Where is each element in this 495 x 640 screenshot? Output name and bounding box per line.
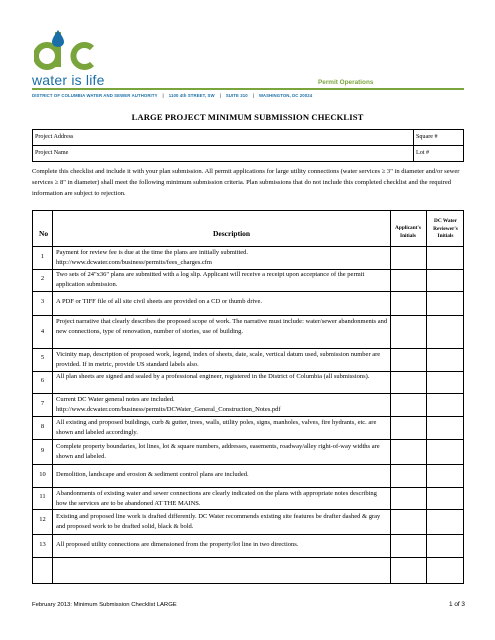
authority-name: DISTRICT OF COLUMBIA WATER AND SEWER AUTHORITY [32,93,158,98]
intro-paragraph: Complete this checklist and include it with your plan submission. All permit applications for large utility connections (water services ≥ 3" in diameter and/or sewer services ≥ 8" in diameter) shall meet the following minimum submission criteria. Plan submissions that do not include this completed checklist and the required information are subject to rejection. [32,168,460,197]
row-description: All proposed utility connections are dimensioned from the property/lot line in two directions. [56,541,299,548]
row-divider [33,416,463,417]
header-applicant-line: Initials [400,232,416,239]
row-divider [33,348,463,349]
row-divider [33,439,463,440]
header-no: No [39,229,49,238]
project-info-box [32,129,464,162]
row-divider [33,534,463,535]
row-number: 1 [40,253,45,260]
row-number: 9 [40,447,45,454]
header-reviewer-line: Initials [437,233,454,239]
row-description: A PDF or TIFF file of all site civil sheets are provided on a CD or thumb drive. [56,298,263,305]
project-name-label: Project Name [35,150,69,156]
square-label: Square # [416,134,438,140]
footer-text: February 2013: Minimum Submission Checklist LARGE [32,602,177,608]
row-number: 2 [40,275,45,282]
authority-address-line: DISTRICT OF COLUMBIA WATER AND SEWER AUTHORITY | 1100 4th STREET, SW | SUITE 310 | WASHINGTON, DC 20024 [32,93,313,98]
row-number: 8 [40,423,45,430]
dc-logo-mark [34,30,104,74]
column-divider [426,211,427,583]
project-name-row[interactable] [33,146,463,162]
address-suite: SUITE 310 [225,93,248,98]
row-divider [33,246,463,247]
dc-water-logo [32,30,152,100]
row-description: Complete property boundaries, lot lines, lot & square numbers, addresses, easements, roadway/alley right-of-way widths are shown and labeled. [56,443,380,460]
row-divider [33,464,463,465]
column-divider [390,211,391,583]
row-divider [33,393,463,394]
checklist-table [32,210,464,584]
header-divider [32,88,464,90]
lot-label: Lot # [416,150,430,156]
department-label: Permit Operations [318,79,374,86]
row-description: Demolition, landscape and erosion & sediment control plans are included. [56,471,249,478]
page-title: LARGE PROJECT MINIMUM SUBMISSION CHECKLIST [131,112,364,122]
logo-tagline: water is life [32,72,105,88]
row-number: 5 [40,354,45,361]
row-divider [33,315,463,316]
row-number: 4 [40,328,45,335]
header-reviewer-line: Reviewer's [433,225,458,232]
row-number: 6 [40,377,45,384]
row-number: 12 [39,516,46,523]
header-reviewer-line: DC Water [434,218,457,224]
row-description: Two sets of 24"x36" plans are submitted with a log slip. Applicant will receive a receipt upon acceptance of the permit application submission. [56,271,365,288]
row-number: 3 [40,298,45,305]
header-description: Description [213,229,251,238]
address-street: 1100 4th STREET, SW [168,93,215,98]
page-number: 1 of 3 [449,601,465,608]
row-number: 7 [40,400,45,407]
header-applicant-initials [390,225,426,240]
row-divider [33,291,463,292]
row-description: Existing and proposed line work is drafted differently. DC Water recommends existing site features be drafter dashed & gray and proposed work to be drafted solid, black & bold. [56,513,381,530]
column-divider [52,211,53,583]
row-divider [33,487,463,488]
row-divider [33,557,463,558]
row-description: Current DC Water general notes are included. http://www.dcwater.com/business/permits/DCWater_General_Construction_Notes.pdf [56,396,281,413]
row-description: All plan sheets are signed and sealed by a professional engineer, registered in the District of Columbia (all submissions). [56,373,370,380]
row-description: Project narrative that clearly describes the proposed scope of work. The narrative must include: water/sewer abandonments and new connections, type of renovation, number of stories, use of building. [56,318,388,335]
header-applicant-line: Applicant's [395,225,421,231]
row-divider [33,509,463,510]
row-description: All existing and proposed buildings, curb & gutter, trees, walls, utility poles, signs, manholes, valves, fire hydrants, etc. are shown and labeled accordingly. [56,419,377,436]
project-address-label: Project Address [35,134,74,140]
row-number: 13 [39,541,46,548]
address-city: WASHINGTON, DC 20024 [258,93,313,98]
row-description: Payment for review fee is due at the time the plans are initially submitted. http://www.dcwater.com/business/permits/fees_charges.cfm [56,249,249,266]
row-description: Abandonments of existing water and sewer connections are clearly indicated on the plans with appropriate notes describing how the services are to be abandoned AT THE MAINS. [56,490,377,507]
row-description: Vicinity map, description of proposed work, legend, index of sheets, date, scale, vertical datum used, submission number are provided. If in metric, provide US standard labels also. [56,351,381,368]
project-address-row[interactable] [33,130,463,146]
header-reviewer-initials [426,218,465,241]
row-number: 10 [39,471,46,478]
row-number: 11 [39,493,46,500]
